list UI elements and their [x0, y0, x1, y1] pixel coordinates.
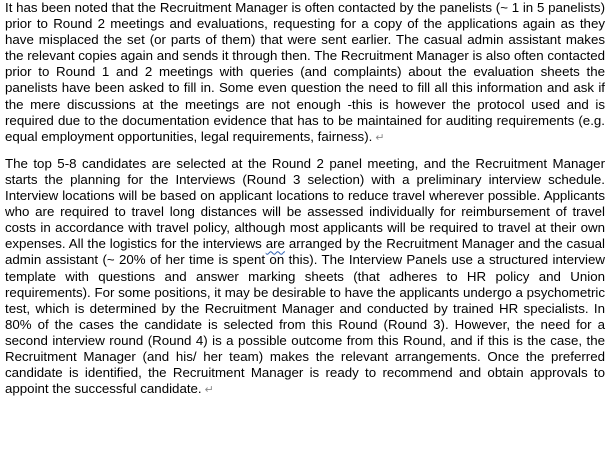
grammar-flagged-word[interactable]: are	[265, 236, 285, 252]
paragraph-text: The top 5-8 candidates are selected at the Round 2 panel meeting, and the Recruitment Manager starts the planning for the Interviews (Round 3 selection) with a preliminary interview schedule. Interview locations will be based on applicant locations to reduce travel wherever possible. Applicants who are required to travel long distances will be assessed individually for reimbursement of travel costs in accordance with travel policy, although most applicants will be required to travel at their own expenses. All the logistics for the interviews	[5, 155, 605, 252]
paragraph-interview-planning	[5, 156, 605, 398]
document-body	[5, 0, 605, 398]
paragraph-mark-icon: ↵	[204, 384, 214, 397]
paragraph-panelist-contacts	[5, 0, 605, 146]
paragraph-mark-icon: ↵	[375, 131, 385, 144]
paragraph-text: It has been noted that the Recruitment Manager is often contacted by the panelists (~ 1 in 5 panelists) prior to Round 2 meetings and evaluations, requesting for a copy of the applications again as they have misplaced the set (or parts of them) that were sent earlier. The casual admin assistant makes the relevant copies again and sends it through then. The Recruitment Manager is also often contacted prior to Round 1 and 2 meetings with queries (and complaints) about the evaluation sheets the panelists have been asked to fill in. Some even question the need to fill all this information and ask if the mere discussions at the meetings are not enough -this is however the protocol used and is required due to the documentation evidence that has to be maintained for auditing requirements (e.g. equal employment opportunities, legal requirements, fairness).	[5, 0, 605, 144]
paragraph-text: arranged by the Recruitment Manager and the casual admin assistant (~ 20% of her time is spent on this). The Interview Panels use a structured interview template with questions and answer marking sheets (that adheres to HR policy and Union requirements). For some positions, it may be desirable to have the applicants undergo a psychometric test, which is determined by the Recruitment Manager and conducted by trained HR specialists. In 80% of the cases the candidate is selected from this Round (Round 3). However, the need for a second interview round (Round 4) is a possible outcome from this Round, and if this is the case, the Recruitment Manager (and his/ her team) makes the relevant arrangements. Once the preferred candidate is identified, the Recruitment Manager is ready to recommend and obtain approvals to appoint the successful candidate.	[5, 236, 605, 397]
